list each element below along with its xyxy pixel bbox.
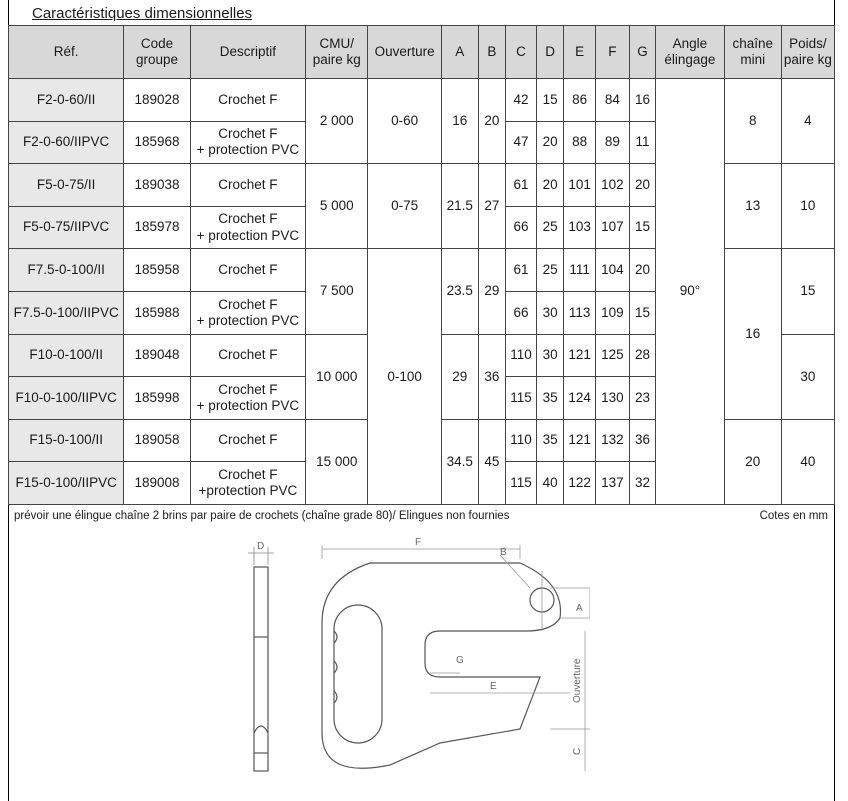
- cell-e: 121: [564, 419, 596, 462]
- cell-code: 189048: [124, 334, 190, 377]
- cell-chaine: 8: [724, 79, 781, 164]
- cell-c: 61: [506, 249, 537, 292]
- cell-ouverture: 0-100: [368, 249, 442, 505]
- header-descriptif: Descriptif: [190, 26, 305, 79]
- header-ouverture: Ouverture: [368, 26, 442, 79]
- cell-g: 36: [629, 419, 656, 462]
- cell-c: 115: [506, 377, 537, 420]
- cell-cmu: 10 000: [306, 334, 368, 419]
- cell-desc: Crochet F + protection PVC: [190, 206, 305, 249]
- cell-b: 36: [478, 334, 506, 419]
- label-g: G: [456, 655, 464, 666]
- cell-ouverture: 0-60: [368, 79, 442, 164]
- cell-a: 23.5: [441, 249, 478, 334]
- cell-g: 15: [629, 291, 656, 334]
- cell-f: 84: [596, 79, 630, 122]
- footnote: prévoir une élingue chaîne 2 brins par paire de crochets (chaîne grade 80)/ Elingues non fournies: [14, 510, 510, 522]
- header-poids: Poids/ paire kg: [781, 26, 834, 79]
- cell-g: 28: [629, 334, 656, 377]
- label-f: F: [415, 537, 422, 548]
- label-e: E: [490, 681, 497, 692]
- cell-poids: 15: [781, 249, 834, 334]
- cell-e: 86: [564, 79, 596, 122]
- cell-code: 185998: [124, 377, 190, 420]
- cell-f: 89: [596, 121, 630, 164]
- header-f: F: [596, 26, 630, 79]
- header-row: [9, 26, 835, 79]
- label-b: B: [500, 547, 507, 558]
- cell-f: 109: [596, 291, 630, 334]
- header-a: A: [441, 26, 478, 79]
- cell-c: 115: [506, 462, 537, 505]
- cell-e: 113: [564, 291, 596, 334]
- header-ref: Réf.: [9, 26, 124, 79]
- cell-poids: 10: [781, 164, 834, 249]
- cell-poids: 4: [781, 79, 834, 164]
- cell-ref: F10-0-100/II: [9, 334, 124, 377]
- cell-c: 110: [506, 419, 537, 462]
- cell-cmu: 5 000: [306, 164, 368, 249]
- cell-g: 11: [629, 121, 656, 164]
- cell-d: 40: [536, 462, 564, 505]
- cell-f: 104: [596, 249, 630, 292]
- cell-code: 189038: [124, 164, 190, 207]
- cell-c: 42: [506, 79, 537, 122]
- cell-code: 185978: [124, 206, 190, 249]
- cell-ref: F5-0-75/IIPVC: [9, 206, 124, 249]
- cell-a: 16: [441, 79, 478, 164]
- cell-d: 35: [536, 419, 564, 462]
- cell-chaine: 13: [724, 164, 781, 249]
- cell-f: 132: [596, 419, 630, 462]
- hook-side-view: [254, 567, 268, 771]
- cell-c: 66: [506, 291, 537, 334]
- cell-desc: Crochet F + protection PVC: [190, 121, 305, 164]
- header-cmu: CMU/ paire kg: [306, 26, 368, 79]
- cell-b: 27: [478, 164, 506, 249]
- cell-angle: 90°: [656, 79, 724, 505]
- cell-cmu: 7 500: [306, 249, 368, 334]
- cell-d: 35: [536, 377, 564, 420]
- cell-chaine: 16: [724, 249, 781, 419]
- hook-technical-drawing: [230, 533, 590, 783]
- cell-b: 45: [478, 419, 506, 504]
- cell-f: 130: [596, 377, 630, 420]
- cell-code: 189028: [124, 79, 190, 122]
- cell-e: 124: [564, 377, 596, 420]
- cell-ref: F10-0-100/IIPVC: [9, 377, 124, 420]
- cell-desc: Crochet F + protection PVC: [190, 377, 305, 420]
- cell-c: 110: [506, 334, 537, 377]
- cell-desc: Crochet F +protection PVC: [190, 462, 305, 505]
- header-e: E: [564, 26, 596, 79]
- cell-ref: F15-0-100/II: [9, 419, 124, 462]
- cell-g: 20: [629, 164, 656, 207]
- cell-code: 185988: [124, 291, 190, 334]
- cell-a: 34.5: [441, 419, 478, 504]
- label-c: C: [572, 747, 583, 755]
- cell-e: 111: [564, 249, 596, 292]
- cell-desc: Crochet F: [190, 334, 305, 377]
- header-g: G: [629, 26, 656, 79]
- dimensions-table: [8, 25, 835, 505]
- cell-code: 185968: [124, 121, 190, 164]
- cell-e: 122: [564, 462, 596, 505]
- cell-ref: F15-0-100/IIPVC: [9, 462, 124, 505]
- cell-desc: Crochet F + protection PVC: [190, 291, 305, 334]
- cell-code: 189008: [124, 462, 190, 505]
- cell-d: 20: [536, 164, 564, 207]
- cell-ouverture: 0-75: [368, 164, 442, 249]
- cell-poids: 40: [781, 419, 834, 504]
- cell-g: 15: [629, 206, 656, 249]
- cell-ref: F5-0-75/II: [9, 164, 124, 207]
- cell-g: 32: [629, 462, 656, 505]
- cell-d: 25: [536, 206, 564, 249]
- label-ouverture: Ouverture: [572, 658, 583, 703]
- cell-f: 125: [596, 334, 630, 377]
- header-angle-elingage: Angle élingage: [656, 26, 724, 79]
- cell-cmu: 2 000: [306, 79, 368, 164]
- header-code-groupe: Code groupe: [124, 26, 190, 79]
- header-d: D: [536, 26, 564, 79]
- cell-d: 20: [536, 121, 564, 164]
- cell-b: 20: [478, 79, 506, 164]
- cell-c: 61: [506, 164, 537, 207]
- label-d: D: [257, 541, 265, 552]
- cell-d: 30: [536, 334, 564, 377]
- units-note: Cotes en mm: [759, 510, 828, 522]
- cell-d: 30: [536, 291, 564, 334]
- cell-e: 121: [564, 334, 596, 377]
- cell-ref: F7.5-0-100/II: [9, 249, 124, 292]
- cell-b: 29: [478, 249, 506, 334]
- cell-ref: F2-0-60/IIPVC: [9, 121, 124, 164]
- cell-d: 15: [536, 79, 564, 122]
- cell-g: 23: [629, 377, 656, 420]
- cell-desc: Crochet F: [190, 79, 305, 122]
- cell-ref: F2-0-60/II: [9, 79, 124, 122]
- cell-e: 88: [564, 121, 596, 164]
- cell-d: 25: [536, 249, 564, 292]
- cell-f: 107: [596, 206, 630, 249]
- cell-g: 20: [629, 249, 656, 292]
- header-c: C: [506, 26, 537, 79]
- cell-cmu: 15 000: [306, 419, 368, 504]
- cell-desc: Crochet F: [190, 419, 305, 462]
- cell-code: 189058: [124, 419, 190, 462]
- cell-f: 102: [596, 164, 630, 207]
- cell-a: 21.5: [441, 164, 478, 249]
- cell-poids: 30: [781, 334, 834, 419]
- cell-e: 103: [564, 206, 596, 249]
- section-title: Caractéristiques dimensionnelles: [32, 5, 253, 22]
- cell-e: 101: [564, 164, 596, 207]
- hook-front-view: [322, 563, 561, 768]
- cell-f: 137: [596, 462, 630, 505]
- header-b: B: [478, 26, 506, 79]
- cell-code: 185958: [124, 249, 190, 292]
- cell-desc: Crochet F: [190, 249, 305, 292]
- cell-a: 29: [441, 334, 478, 419]
- cell-desc: Crochet F: [190, 164, 305, 207]
- label-a: A: [576, 603, 583, 614]
- header-chaine-mini: chaîne mini: [724, 26, 781, 79]
- table-row: [9, 79, 835, 122]
- cell-c: 47: [506, 121, 537, 164]
- cell-g: 16: [629, 79, 656, 122]
- cell-c: 66: [506, 206, 537, 249]
- cell-chaine: 20: [724, 419, 781, 504]
- cell-ref: F7.5-0-100/IIPVC: [9, 291, 124, 334]
